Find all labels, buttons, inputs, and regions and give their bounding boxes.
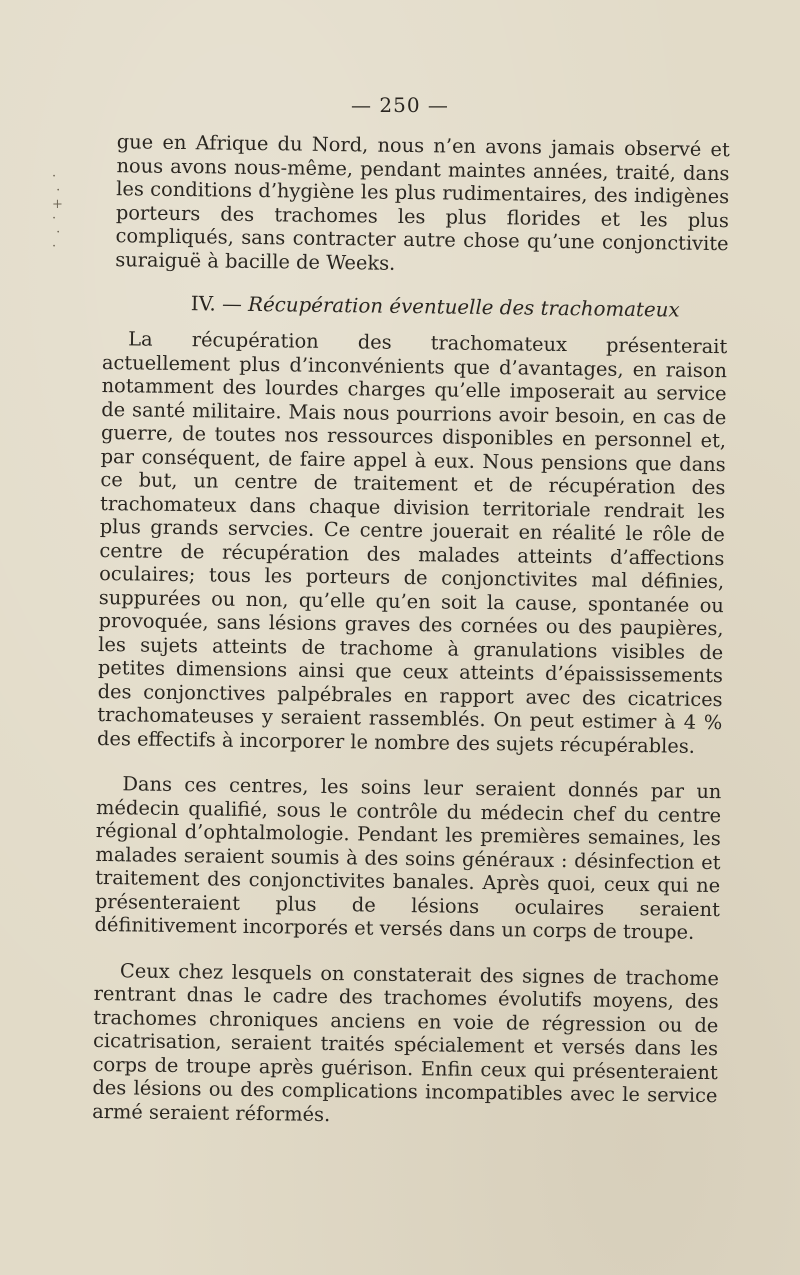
paragraph-continuation: gue en Afrique du Nord, nous n’en avons jamais observé et nous avons nous-même, pendant maintes années, traité, dans les conditions d’hygiène les plus rudimentaires, des indigènes porteurs des trachomes les plus florides et les plus compliqués, sans contracter autre chose qu’une conjonctivite suraiguë à bacille de Weeks. <box>115 130 730 275</box>
paragraph-trachome: Ceux chez lesquels on constaterait des signes de trachome rentrant dnas le cadre des trachomes évolutifs moyens, des trachomes chroniques anciens en voie de régression ou de cicatrisation, seraient traités spécialement et versés dans les corps de troupe après guérison. Enfin ceux qui présenteraient des lésions ou des complications incompatibles avec le service armé seraient réformés. <box>92 958 720 1126</box>
paragraph-recuperation: La récupération des trachomateux présenterait actuellement plus d’inconvénients que d’avantages, en raison notamment des lourdes charges qu’elle imposerait au service de santé militaire. Mais nous pourrions avoir besoin, en cas de guerre, de toutes nos ressources disponibles en personnel et, par conséquent, de faire appel à eux. Nous pensions que dans ce but, un centre de traitement et de récupération des trachomateux dans chaque division territoriale rendrait les plus grands servcies. Ce centre jouerait en réalité le rôle de centre de récupération des malades atteints d’affections oculaires; tous les porteurs de conjonctivites mal définies, suppurées ou non, qu’elle qu’en soit la cause, spontanée ou provoquée, sans lésions graves des cornées ou des paupières, les sujets atteints de trachome à granulations visibles de petites dimensions ainsi que ceux atteints d’épaississements des conjonctives palpébrales en rapport avec des cicatrices trachomateuses y seraient rassemblés. On peut estimer à 4 % des effectifs à incorporer le nombre des sujets récupérables. <box>96 327 728 758</box>
margin-specks: · · + · · · <box>52 169 63 254</box>
page-body <box>92 130 730 1131</box>
page-number: — 250 — <box>351 93 449 117</box>
section-title: — Récupération éventuelle des trachomateux <box>221 292 680 322</box>
section-heading <box>103 291 728 322</box>
section-numeral: IV. <box>190 292 216 316</box>
paragraph-centres: Dans ces centres, les soins leur seraient donnés par un médecin qualifié, sous le contrôle du médecin chef du centre régional d’ophtalmologie. Pendant les premières semaines, les malades seraient soumis à des soins généraux : désinfection et traitement des conjonctivites banales. Après quoi, ceux qui ne présenteraient plus de lésions oculaires seraient définitivement incorporés et versés dans un corps de troupe. <box>94 772 722 944</box>
